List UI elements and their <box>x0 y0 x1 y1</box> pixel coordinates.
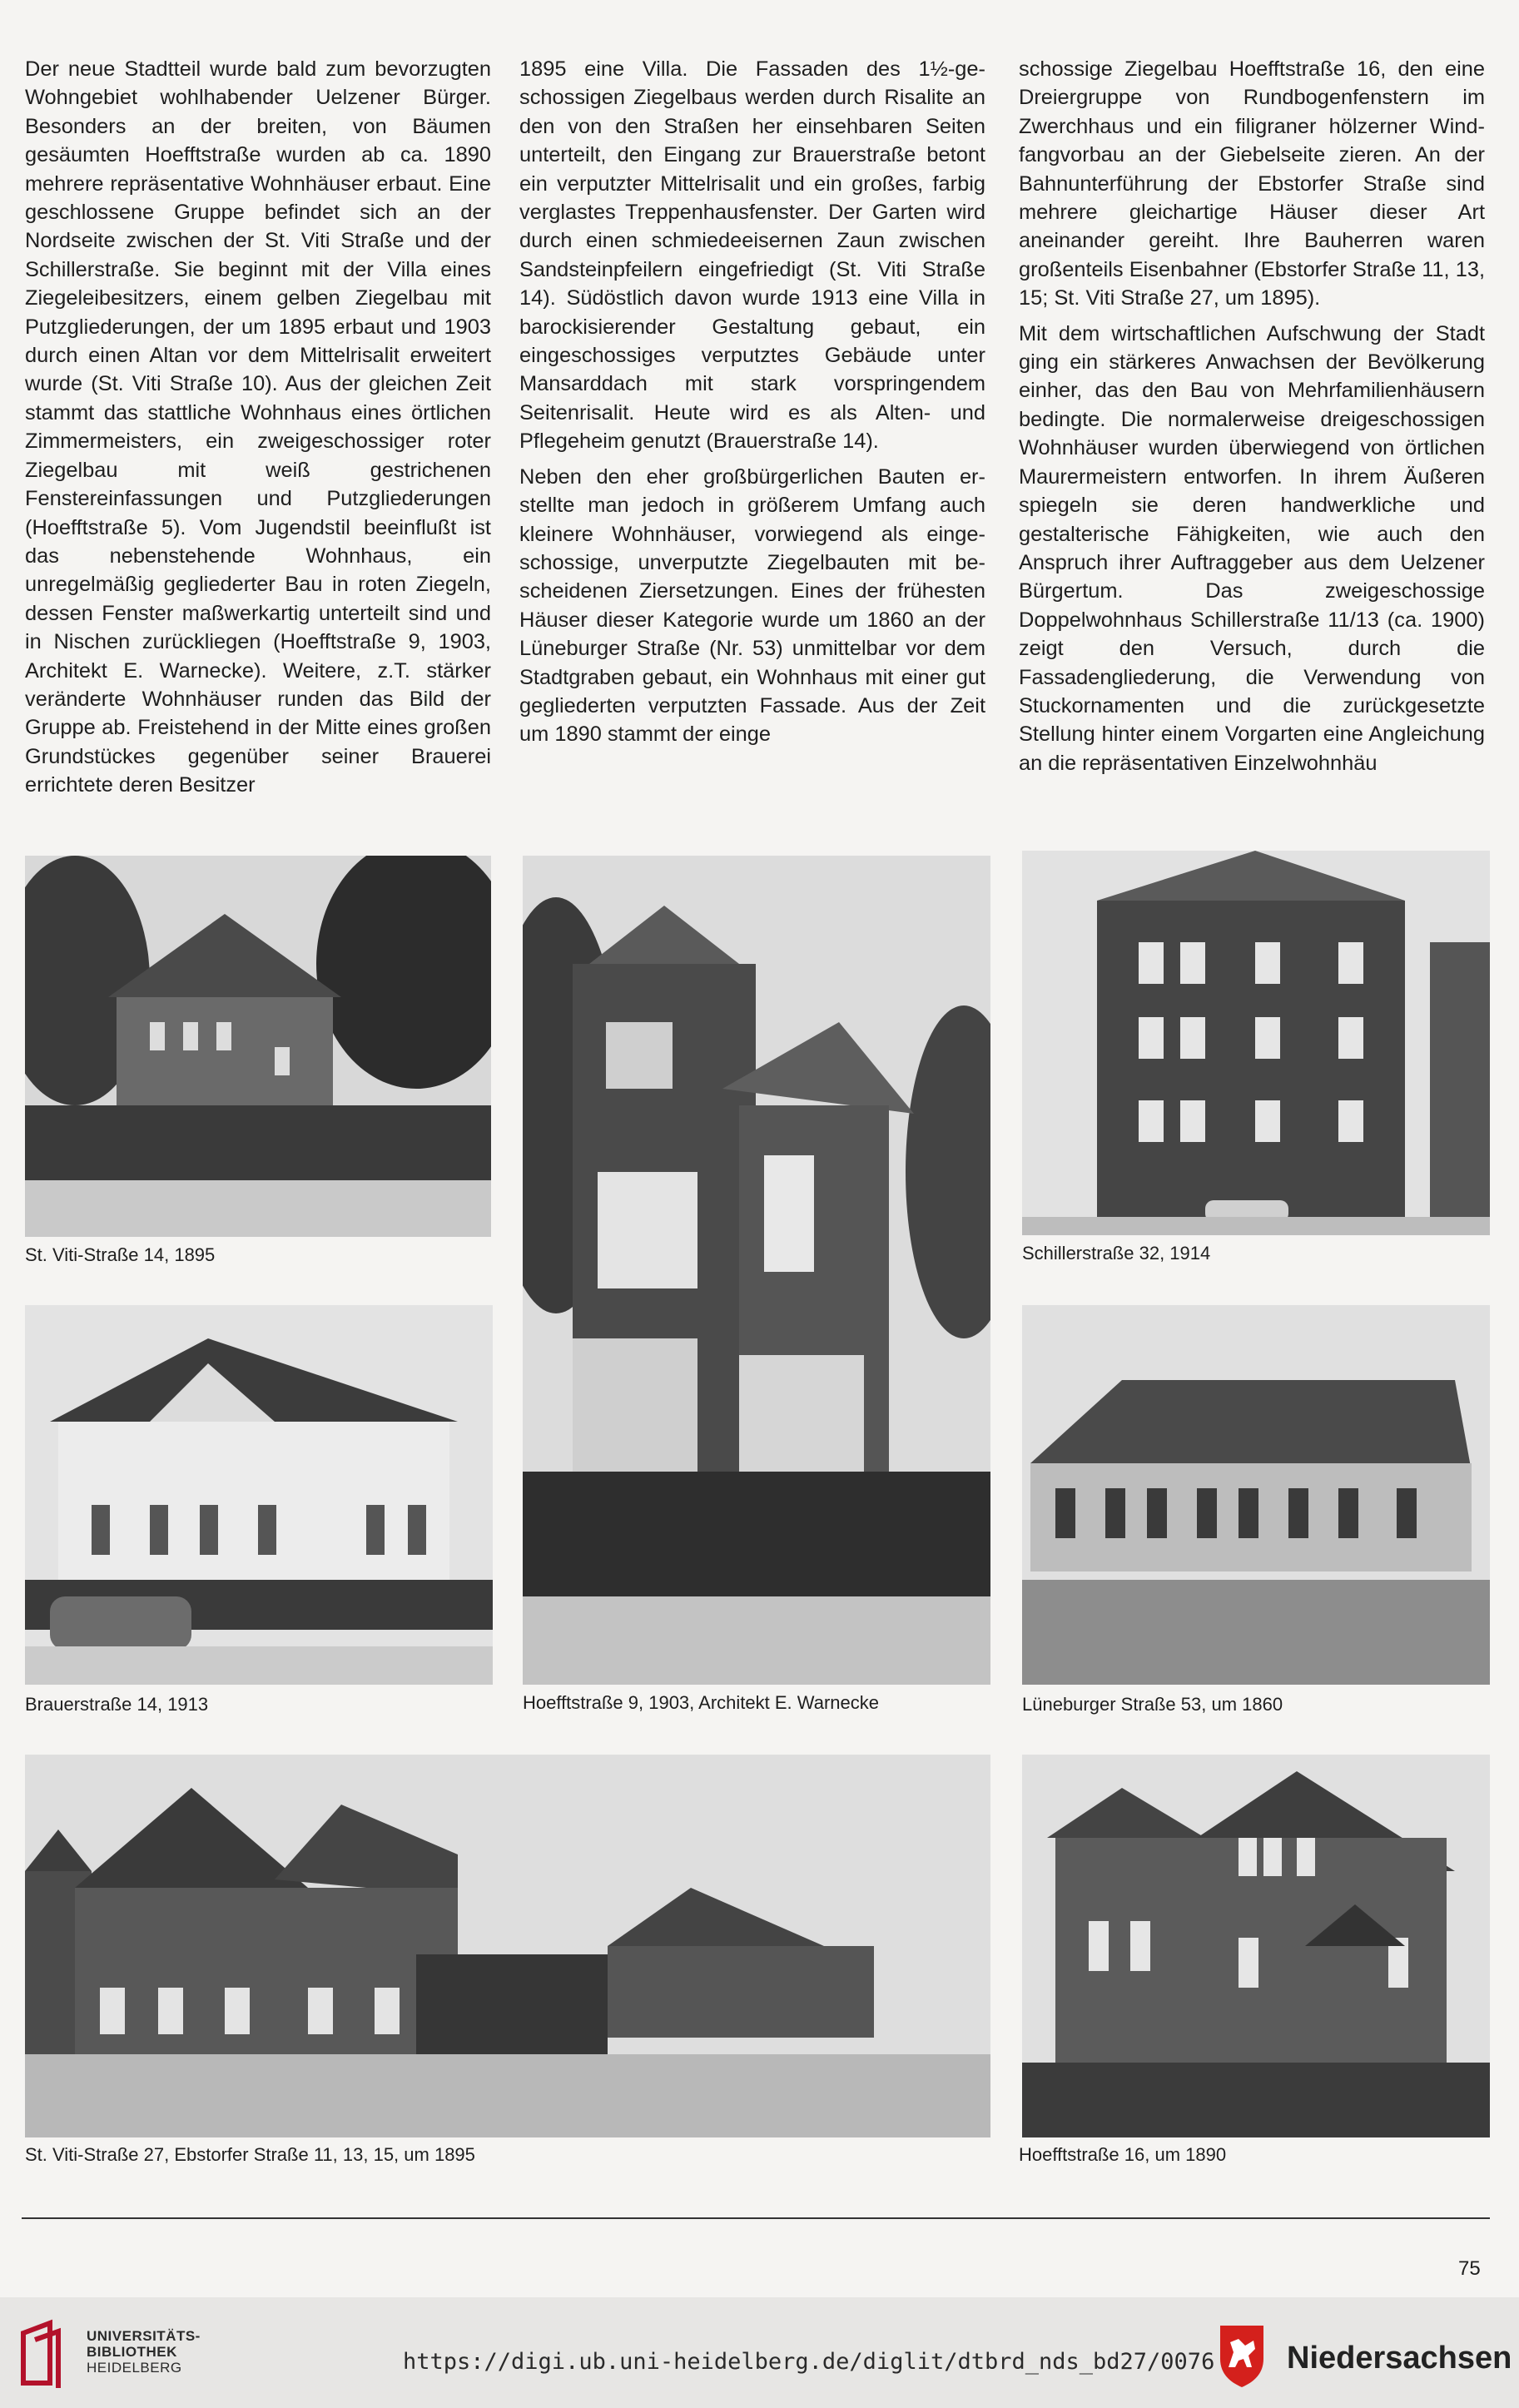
paragraph: Mit dem wirtschaftlichen Aufschwung der Stadt ging ein stärkeres Anwachsen der Bevölkerung einher, das den Bau von Mehrfamilienhäusern bedingte. Die normalerweise dreigeschossigen Wohnhäuser wurden überwiegend von örtlichen Maurermeistern entworfen. In ihrem Äußeren spiegeln sie deren handwerkliche und gestalterische Fähigkeiten, wie auch den Anspruch ihrer Auftraggeber aus dem Uelzener Bürgertum. Das zweigeschossige Doppelwohnhaus Schillerstraße 11/13 (ca. 1900) zeigt den Versuch, durch die Fassadengliederung, die Verwendung von Stuckornamenten und die zurückgesetzte Stellung hinter einem Vorgarten eine Angleichung an die repräsentativen Einzelwohnhäu <box>1019 321 1485 775</box>
niedersachsen-crest-icon <box>1217 2322 1267 2389</box>
permalink-url[interactable]: https://digi.ub.uni-heidelberg.de/diglit/dtbrd_nds_bd27/0076 <box>403 2349 1215 2375</box>
library-line-1: UNIVERSITÄTS- <box>87 2328 201 2344</box>
photo-schillerstrasse-32 <box>1022 851 1490 1235</box>
university-library-name <box>87 2328 201 2376</box>
caption-hoefftstrasse-16: Hoefftstraße 16, um 1890 <box>1019 2144 1227 2165</box>
photo-st-viti-14 <box>25 856 491 1237</box>
paragraph: schossige Ziegelbau Hoefftstraße 16, den eine Dreiergruppe von Rundbogenfenstern im Zwerchhaus und ein filigraner hölzerner Windfangvorbau an der Giebelseite zieren. An der Bahnunterführung der Ebstorfer Straße sind mehrere gleichartige Häuser dieser Art aneinander gereiht. Ihre Bauherren waren großenteils Eisenbahner (Ebstorfer Straße 11, 13, 15; St. Viti Straße 27, um 1895). <box>1019 57 1485 310</box>
region-name: Niedersachsen <box>1287 2341 1512 2376</box>
footer-rule <box>22 2217 1490 2219</box>
library-line-2: BIBLIOTHEK <box>87 2344 177 2360</box>
paragraph: Neben den eher großbürgerlichen Bauten erstellte man jedoch in größerem Umfang auch kleinere Wohnhäuser, vorwiegend als eingeschossige, unverputzte Ziegelbauten mit bescheidenen Ziersetzungen. Eines der frühesten Häuser dieser Kategorie wurde um 1860 an der Lüneburger Straße (Nr. 53) unmittelbar vor dem Stadtgraben gebaut, ein Wohnhaus mit einer gut gegliederten verputzten Fassade. Aus der Zeit um 1890 stammt der einge <box>519 464 985 747</box>
caption-lueneburger-strasse-53: Lüneburger Straße 53, um 1860 <box>1022 1694 1283 1715</box>
photo-brauerstrasse-14 <box>25 1305 493 1685</box>
paragraph: 1895 eine Villa. Die Fassaden des 1½-geschossigen Ziegelbaus werden durch Risalite an den von den Straßen her einsehbaren Seiten unterteilt, den Eingang zur Brauerstraße betont ein verputzter Mittelrisalit und ein großes, farbig verglastes Treppenhausfenster. Der Garten wird durch einen schmiedeeisernen Zaun zwischen Sandsteinpfeilern eingefriedigt (St. Viti Straße 14). Südöstlich davon wurde 1913 eine Villa in barockisierender Gestaltung gebaut, ein eingeschossiges verputztes Gebäude unter Mansarddach mit stark vorspringendem Seitenrisalit. Heute wird es als Alten- und Pflegeheim genutzt (Brauerstraße 14). <box>519 57 985 454</box>
caption-hoefftstrasse-9: Hoefftstraße 9, 1903, Architekt E. Warnecke <box>523 1692 879 1713</box>
text-column-2 <box>519 55 985 756</box>
text-column-1 <box>25 55 491 807</box>
text-column-3 <box>1019 55 1485 784</box>
caption-schillerstrasse-32: Schillerstraße 32, 1914 <box>1022 1243 1211 1264</box>
page-number: 75 <box>1458 2257 1481 2280</box>
library-line-3: HEIDELBERG <box>87 2360 182 2376</box>
university-library-logo-icon <box>17 2316 75 2391</box>
caption-brauerstrasse-14: Brauerstraße 14, 1913 <box>25 1694 209 1715</box>
caption-st-viti-27-ebstorfer: St. Viti-Straße 27, Ebstorfer Straße 11, 13, 15, um 1895 <box>25 2144 475 2165</box>
photo-lueneburger-strasse-53 <box>1022 1305 1490 1685</box>
photo-hoefftstrasse-16 <box>1022 1755 1490 2137</box>
caption-st-viti-14: St. Viti-Straße 14, 1895 <box>25 1244 216 1265</box>
photo-st-viti-27-ebstorfer <box>25 1755 990 2137</box>
paragraph: Der neue Stadtteil wurde bald zum bevorzugten Wohngebiet wohlhabender Uelzener Bürger. Besonders an der breiten, von Bäumen gesäumten Hoefftstraße wurden ab ca. 1890 mehrere repräsentative Wohnhäuser erbaut. Eine geschlossene Gruppe befindet sich an der Nordseite zwischen der St. Viti Straße und der Schillerstraße. Sie beginnt mit der Villa eines Ziegeleibesitzers, einem gelben Ziegelbau mit Putzgliederungen, der um 1895 erbaut und 1903 durch einen Altan vor dem Mittelrisalit erweitert wurde (St. Viti Straße 10). Aus der gleichen Zeit stammt das stattliche Wohnhaus eines örtlichen Zimmermeisters, ein zweigeschossiger roter Ziegelbau mit weiß gestrichenen Fenstereinfassungen und Putzgliederungen (Hoefftstraße 5). Vom Jugendstil beeinflußt ist das nebenstehende Wohnhaus, ein unregelmäßig gegliederter Bau in roten Ziegeln, dessen Fenster maßwerkartig unterteilt sind und in Nischen zurückliegen (Hoefftstraße 9, 1903, Architekt E. Warnecke). Weitere, z.T. stärker veränderte Wohnhäuser runden das Bild der Gruppe ab. Freistehend in der Mitte eines großen Grundstückes gegenüber seiner Brauerei errichtete deren Besitzer <box>25 57 491 797</box>
photo-hoefftstrasse-9 <box>523 856 990 1685</box>
